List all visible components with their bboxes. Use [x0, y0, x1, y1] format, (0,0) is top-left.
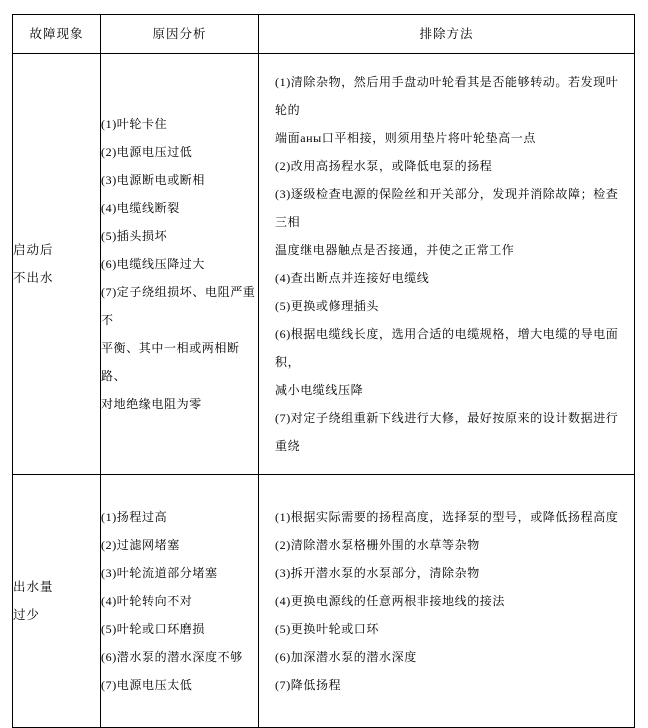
- list-item: (3)电源断电或断相: [101, 173, 205, 187]
- phenomenon-line: 不出水: [13, 271, 54, 285]
- header-label-phenomenon: 故障现象: [29, 27, 84, 41]
- list-item-continuation: 端面аны口平相接，则须用垫片将叶轮垫高一点: [275, 131, 537, 145]
- phenomenon-line: 出水量: [13, 580, 54, 594]
- list-item: (3)拆开潜水泵的水泵部分，清除杂物: [275, 566, 480, 580]
- list-item: (1)清除杂物，然后用手盘动叶轮看其是否能够转动。若发现叶轮的: [275, 75, 619, 117]
- list-item: (7)定子绕组损坏、电阻严重不: [101, 285, 256, 327]
- list-item: (5)更换或修理插头: [275, 299, 379, 313]
- list-item: (2)过滤网堵塞: [101, 538, 180, 552]
- fault-table-container: [12, 14, 634, 728]
- remedy-cell-1: [259, 54, 635, 475]
- list-item: (3)逐级检查电源的保险丝和开关部分，发现并消除故障；检查三相: [275, 187, 619, 229]
- phenomenon-line: 启动后: [13, 243, 54, 257]
- list-item: (2)清除潜水泵格栅外围的水草等杂物: [275, 538, 480, 552]
- table-header-row: [13, 15, 635, 54]
- header-cell-remedy: [259, 15, 635, 54]
- remedy-cell-2: [259, 475, 635, 728]
- phenomenon-line: 过少: [13, 608, 41, 622]
- header-label-cause: 原因分析: [152, 27, 207, 41]
- list-item: (6)潜水泵的潜水深度不够: [101, 650, 243, 664]
- table-row: [13, 54, 635, 475]
- list-item: (7)对定子绕组重新下线进行大修，最好按原来的设计数据进行重绕: [275, 411, 619, 453]
- list-item: (6)电缆线压降过大: [101, 257, 205, 271]
- list-item: (7)电源电压太低: [101, 678, 193, 692]
- list-item: (1)根据实际需要的扬程高度，选择泵的型号，或降低扬程高度: [275, 510, 619, 524]
- list-item-continuation: 温度继电器触点是否接通，并使之正常工作: [275, 243, 515, 257]
- list-item-continuation: 对地绝缘电阻为零: [101, 397, 202, 411]
- list-item-continuation: 减小电缆线压降: [275, 383, 364, 397]
- cause-cell-1: [101, 54, 259, 475]
- fault-analysis-table: [12, 14, 635, 728]
- list-item: (4)叶轮转向不对: [101, 594, 193, 608]
- list-item: (6)根据电缆线长度，选用合适的电缆规格，增大电缆的导电面积，: [275, 327, 619, 369]
- list-item: (2)改用高扬程水泵，或降低电泵的扬程: [275, 159, 493, 173]
- list-item: (4)电缆线断裂: [101, 201, 180, 215]
- list-item: (5)插头损坏: [101, 229, 168, 243]
- list-item: (4)查出断点并连接好电缆线: [275, 271, 430, 285]
- list-item: (2)电源电压过低: [101, 145, 193, 159]
- list-item: (7)降低扬程: [275, 678, 342, 692]
- header-cell-cause: [101, 15, 259, 54]
- list-item: (1)叶轮卡住: [101, 117, 168, 131]
- header-cell-phenomenon: [13, 15, 101, 54]
- phenomenon-cell-2: [13, 475, 101, 728]
- list-item: (3)叶轮流道部分堵塞: [101, 566, 218, 580]
- phenomenon-cell-1: [13, 54, 101, 475]
- list-item-continuation: 平衡、其中一相或两相断路、: [101, 341, 240, 383]
- list-item: (1)扬程过高: [101, 510, 168, 524]
- list-item: (4)更换电源线的任意两根非接地线的接法: [275, 594, 505, 608]
- list-item: (5)叶轮或口环磨损: [101, 622, 205, 636]
- table-row: [13, 475, 635, 728]
- cause-cell-2: [101, 475, 259, 728]
- header-label-remedy: 排除方法: [419, 27, 474, 41]
- list-item: (5)更换叶轮或口环: [275, 622, 379, 636]
- list-item: (6)加深潜水泵的潜水深度: [275, 650, 417, 664]
